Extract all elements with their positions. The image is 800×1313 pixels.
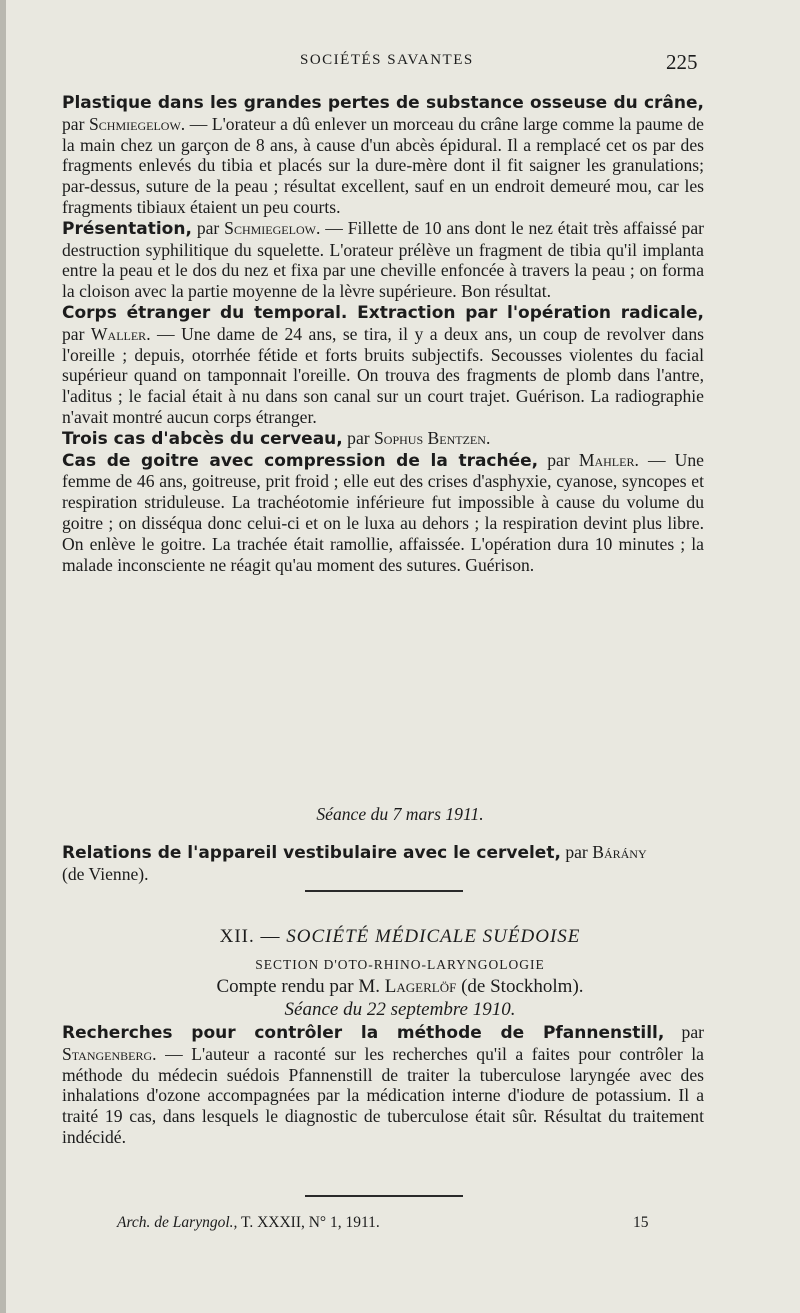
entry-text: . — Fillette de 10 ans dont le nez était très affaissé par destruction syphilitique du squelette. L'orateur prélève un fragment de tibia qu'il implanta entre la peau et le dos du nez et fixa par une cheville enfoncée à travers la peau ; on forma la cloison avec la partie moyenne de la lèvre supérieure. Bon résultat. (62, 217, 704, 302)
section-title (0, 926, 800, 948)
entry-author: Schmiegelow (224, 217, 316, 238)
entry-heading: Plastique dans les grandes pertes de substance osseuse du crâne, (62, 93, 704, 113)
entry-abces-cerveau (62, 428, 704, 450)
proceedings-body (62, 1022, 704, 1148)
section-divider (305, 890, 463, 892)
seance-date: Séance du 22 septembre 1910. (284, 999, 516, 1020)
reporter-post: (de Stockholm). (461, 976, 584, 997)
entry-pre: par (565, 842, 588, 862)
entry-pre: par (547, 449, 570, 470)
entry-heading: Trois cas d'abcès du cerveau, (62, 428, 343, 449)
subsection-title: SECTION D'OTO-RHINO-LARYNGOLOGIE (255, 957, 545, 972)
entry-presentation (62, 218, 704, 302)
reporter-name: Lagerlöf (384, 976, 457, 997)
page-header (0, 50, 800, 74)
entry-pre: par (196, 217, 220, 238)
entry-heading: Cas de goitre avec compression de la trachée, (62, 450, 539, 471)
entry-pre: par (681, 1022, 705, 1042)
reporter-line (0, 976, 800, 998)
entry-plastique (62, 92, 704, 218)
entry-pre: par (347, 427, 370, 448)
entry-text: . — L'orateur a dû enlever un morceau du crâne large comme la paume de la main chez un garçon de 8 ans, à cause d'un abcès épidural. Il a remplacé cet os par des fragments enlevés du tibia et placés sur la dure-mère dont il fit saigner les granulations; par-dessus, suture de la peau ; résultat excellent, sauf en un endroit demeuré mou, car les fragments tibiaux étaient un peu courts. (62, 113, 704, 217)
reporter-pre: Compte rendu par M. (216, 976, 381, 997)
entry-author: Schmiegelow (89, 113, 181, 134)
proceedings-body (62, 92, 704, 575)
journal-reference (117, 1214, 380, 1232)
page-number: 225 (666, 50, 698, 74)
entry-text: . — L'auteur a raconté sur les recherches qu'il a faites pour contrôler la méthode du médecin suédois Pfannenstill de traiter la tuberculose laryngée avec des inhalations d'ozone accompagnées par la médication interne d'iodure de potassium. Il a traité 19 cas, dans lesquels le diagnostic de tuberculose était sûr. Résultat du traitement indécidé. (62, 1043, 704, 1147)
entry-author: Waller (90, 323, 147, 344)
entry-goitre (62, 450, 704, 576)
entry-text: . — Une femme de 46 ans, goitreuse, prit froid ; elle eut des crises d'asphyxie, cyanose, syncopes et respiration striduleuse. La trachéotomie inférieure fut impossible à cause du volume du goitre ; on disséqua donc celui-ci et on le luxa au dehors ; la respiration devint plus libre. On enlève le goitre. La trachée était ramollie, affaissée. L'opération dura 10 minutes ; la malade inconsciente ne réagit qu'au moment des sutures. Guérison. (62, 449, 704, 575)
scan-edge (0, 0, 6, 1313)
entry-heading: Corps étranger du temporal. Extraction par l'opération radicale, (62, 302, 704, 323)
journal-volume: T. XXXII, N° 1, 1911. (241, 1214, 380, 1231)
entry-barany (62, 842, 704, 885)
entry-author: Sophus Bentzen (374, 427, 486, 448)
seance-date: Séance du 7 mars 1911. (316, 804, 484, 824)
society-name: SOCIÉTÉ MÉDICALE SUÉDOISE (286, 926, 581, 947)
section-number: XII. — (219, 926, 287, 947)
entry-corps-etranger (62, 302, 704, 428)
entry-text: (de Vienne). (62, 863, 149, 884)
journal-name: Arch. de Laryngol., (117, 1214, 238, 1231)
entry-text: . (485, 427, 491, 448)
page-footer (0, 1212, 800, 1236)
signature-mark: 15 (633, 1214, 649, 1231)
entry-heading: Relations de l'appareil vestibulaire avec le cervelet, (62, 843, 561, 863)
entry-heading: Recherches pour contrôler la méthode de Pfannenstill, (62, 1023, 665, 1043)
entry-stangenberg (62, 1022, 704, 1148)
entry-pre: par (62, 113, 85, 134)
entry-author: Mahler (578, 449, 635, 470)
entry-author: Bárány (592, 842, 647, 862)
footer-divider (305, 1195, 463, 1197)
running-title: SOCIÉTÉS SAVANTES (300, 52, 474, 68)
entry-pre: par (62, 323, 85, 344)
entry-heading: Présentation, (62, 218, 192, 239)
entry-text: . — Une dame de 24 ans, se tira, il y a deux ans, un coup de revolver dans l'oreille ; depuis, otorrhée fétide et forts bruits subjectifs. Secousses violentes du facial supérieur quand on tamponnait l'oreille. On trouva des fragments de plomb dans l'antre, l'aditus ; le facial était à nu dans son canal sur un court trajet. Guérison. La radiographie n'avait montré aucun corps étranger. (62, 323, 704, 427)
entry-author: Stangenberg (62, 1043, 153, 1064)
